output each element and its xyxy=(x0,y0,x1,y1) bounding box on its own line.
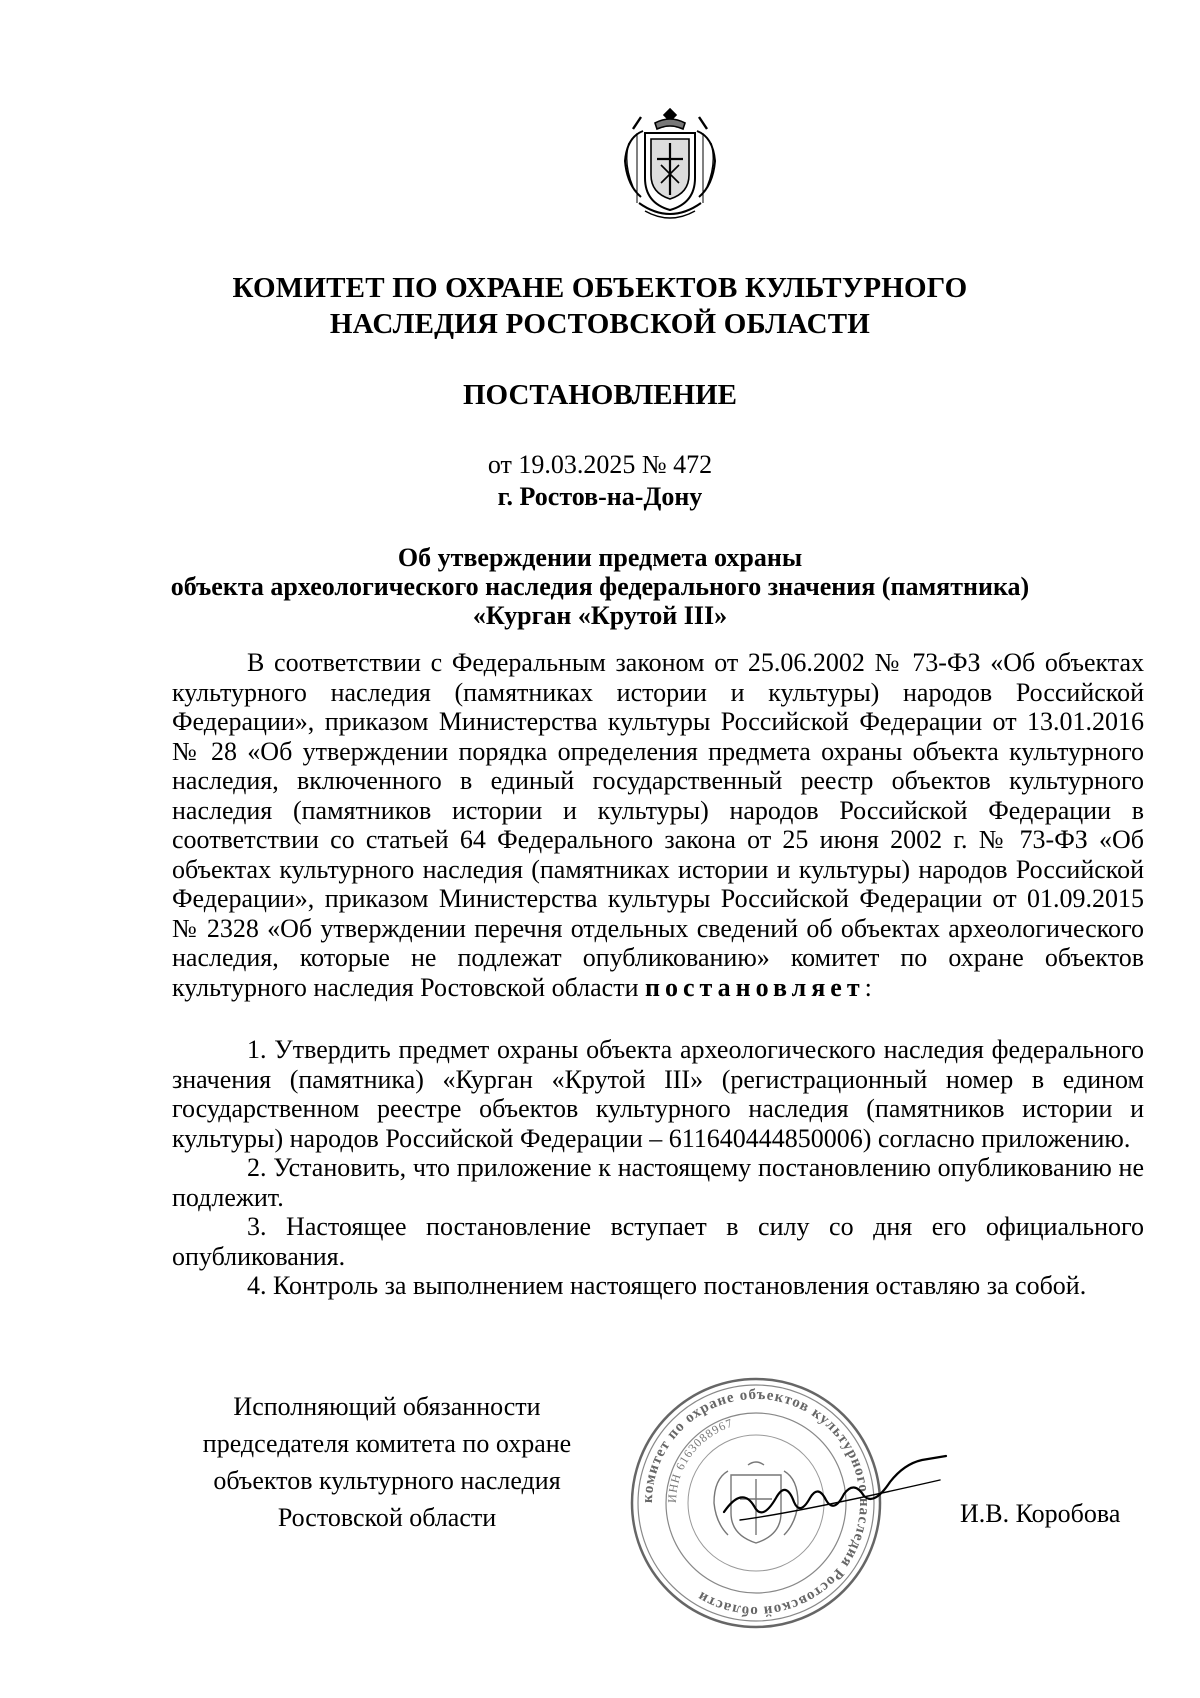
signer-position xyxy=(172,1388,602,1536)
resolution-item: 2. Установить, что приложение к настоящему постановлению опубликованию не подлежит. xyxy=(172,1153,1144,1212)
signer-title-line-1: Исполняющий обязанности xyxy=(233,1392,541,1421)
preamble-colon: : xyxy=(864,972,872,1002)
subject-line-1: Об утверждении предмета охраны xyxy=(397,543,803,572)
subject-line-3: «Курган «Крутой III» xyxy=(472,601,728,630)
signer-title-line-2: председателя комитета по охране xyxy=(202,1429,572,1458)
document-subject xyxy=(130,543,1070,630)
resolves-word: постановляет xyxy=(645,972,865,1002)
signer-name: И.В. Коробова xyxy=(960,1499,1121,1528)
preamble-paragraph xyxy=(172,648,1144,1002)
document-city: г. Ростов-на-Дону xyxy=(497,482,703,511)
org-title-line-2: НАСЛЕДИЯ РОСТОВСКОЙ ОБЛАСТИ xyxy=(329,308,871,340)
resolution-item: 1. Утвердить предмет охраны объекта археологического наследия федерального значения (памятника) «Курган «Крутой III» (регистрационный номер в едином государственном реестре объектов культурного наследия (памятников истории и культуры) народов Российской Федерации – 611640444850006) согласно приложению. xyxy=(172,1035,1144,1153)
seal-inner-text: ИНН 6163088967 xyxy=(664,1415,735,1504)
resolution-item: 4. Контроль за выполнением настоящего постановления оставляю за собой. xyxy=(247,1271,1087,1300)
seal-outer-text: комитет по охране объектов культурного наследия Ростовской области xyxy=(639,1386,873,1620)
handwritten-signature xyxy=(720,1450,950,1540)
document-date-number: от 19.03.2025 № 472 xyxy=(487,450,713,479)
resolution-item: 3. Настоящее постановление вступает в силу со дня его официального опубликования. xyxy=(172,1212,1144,1271)
org-title-line-1: КОМИТЕТ ПО ОХРАНЕ ОБЪЕКТОВ КУЛЬТУРНОГО xyxy=(232,272,968,304)
organization-title xyxy=(130,270,1070,342)
preamble-section xyxy=(172,648,1144,1002)
signer-title-line-3: объектов культурного наследия xyxy=(213,1466,561,1495)
preamble-text: В соответствии с Федеральным законом от 25.06.2002 № 73-ФЗ «Об объектах культурного наследия (памятниках истории и культуры) народов Российской Федерации», приказом Министерства культуры Российской Федерации от 13.01.2016 № 28 «Об утверждении порядка определения предмета охраны объекта культурного наследия, включенного в единый государственный реестр объектов культурного наследия (памятников истории и культуры) народов Российской Федерации в соответствии со статьей 64 Федерального закона от 25 июня 2002 г. № 73-ФЗ «Об объектах культурного наследия (памятниках истории и культуры) народов Российской Федерации», приказом Министерства культуры Российской Федерации от 01.09.2015 № 2328 «Об утверждении перечня отдельных сведений об объектах археологического наследия, которые не подлежат опубликованию» комитет по охране объектов культурного наследия Ростовской области xyxy=(172,648,1144,1002)
signer-title-line-4: Ростовской области xyxy=(277,1503,497,1532)
coat-of-arms-icon xyxy=(615,103,725,228)
subject-line-2: объекта археологического наследия федерального значения (памятника) xyxy=(170,572,1030,601)
resolution-items xyxy=(172,1035,1144,1301)
document-type: ПОСТАНОВЛЕНИЕ xyxy=(462,379,737,411)
